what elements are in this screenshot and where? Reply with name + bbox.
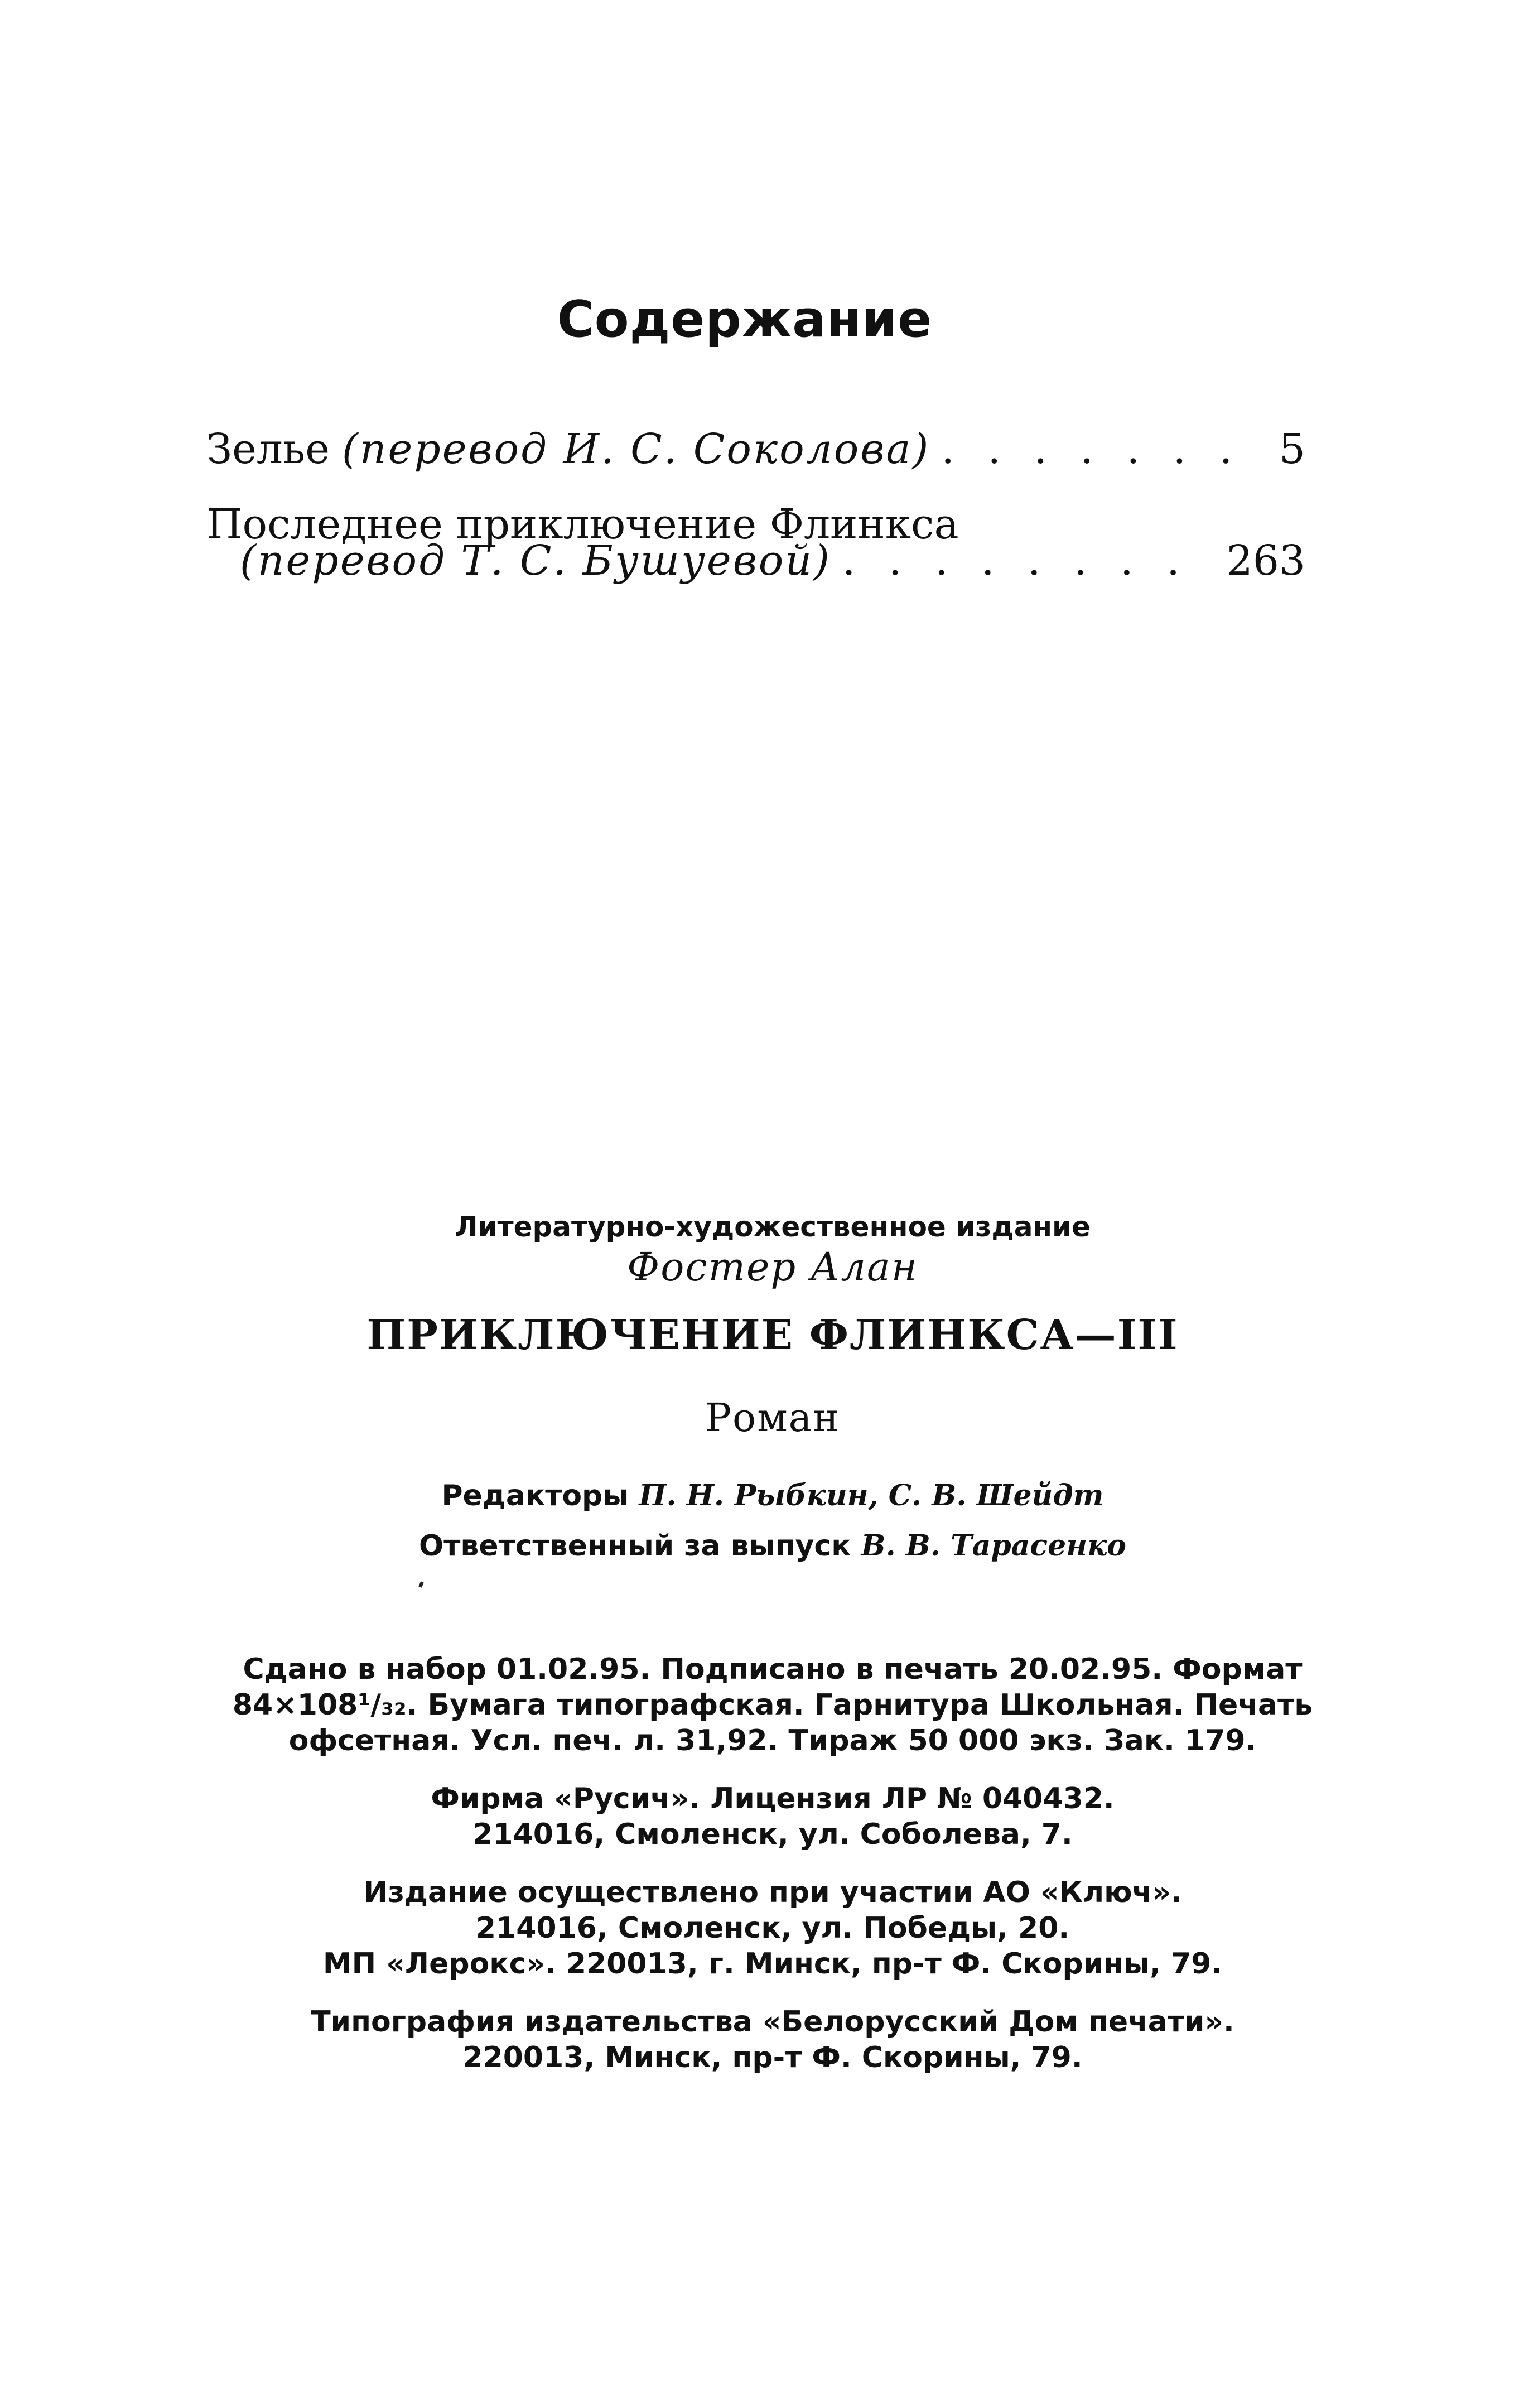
tech-line-2: 84×108¹/₃₂. Бумага типографская. Гарнитура Школьная. Печать — [232, 1688, 1313, 1722]
stray-mark — [418, 1581, 424, 1588]
editors-names: П. Н. Рыбкин, С. В. Шейдт — [639, 1478, 1104, 1513]
responsible-label: Ответственный за выпуск — [419, 1529, 851, 1563]
toc-leader-dots — [930, 424, 1244, 474]
toc-entry-1 — [206, 424, 1305, 474]
printer-line-1: Типография издательства «Белорусский Дом печати». — [311, 2005, 1234, 2039]
publisher-line-2: 214016, Смоленск, ул. Соболева, 7. — [472, 1818, 1073, 1851]
toc-entry-2-page: 263 — [1226, 537, 1305, 585]
toc-entry-1-title: Зелье — [206, 425, 330, 473]
toc-entry-2-translator: (перевод Т. С. Бушуевой) — [240, 537, 831, 585]
toc-entry-2-title: Последнее приключение Флинкса — [206, 500, 959, 548]
editors-line — [0, 1478, 1524, 1513]
editors-label: Редакторы — [441, 1479, 629, 1513]
toc-entry-1-page: 5 — [1279, 425, 1305, 473]
toc-entry-2 — [240, 536, 1305, 586]
tech-line-3: офсетная. Усл. печ. л. 31,92. Тираж 50 000 экз. Зак. 179. — [288, 1724, 1257, 1757]
author-name: Фостер Алан — [627, 1244, 918, 1290]
toc-leader-dots — [831, 536, 1216, 586]
contents-title: Содержание — [557, 290, 933, 349]
responsible-name: В. В. Тарасенко — [861, 1529, 1126, 1563]
toc-entry-1-translator: (перевод И. С. Соколова) — [342, 425, 930, 473]
genre: Роман — [705, 1395, 841, 1441]
edition-type: Литературно-художественное издание — [455, 1211, 1091, 1243]
publisher-line-1: Фирма «Русич». Лицензия ЛР № 040432. — [431, 1782, 1115, 1815]
printer-line-2: 220013, Минск, пр-т Ф. Скорины, 79. — [462, 2041, 1083, 2074]
partner-line-1: Издание осуществлено при участии АО «Ключ». — [363, 1876, 1182, 1909]
book-title: ПРИКЛЮЧЕНИЕ ФЛИНКСА—III — [366, 1311, 1179, 1359]
partner-line-2: 214016, Смоленск, ул. Победы, 20. — [475, 1911, 1070, 1945]
partner-line-3: МП «Лерокс». 220013, г. Минск, пр-т Ф. Скорины, 79. — [322, 1947, 1223, 1981]
responsible-line — [0, 1529, 1524, 1563]
tech-line-1: Сдано в набор 01.02.95. Подписано в печать 20.02.95. Формат — [243, 1653, 1303, 1686]
